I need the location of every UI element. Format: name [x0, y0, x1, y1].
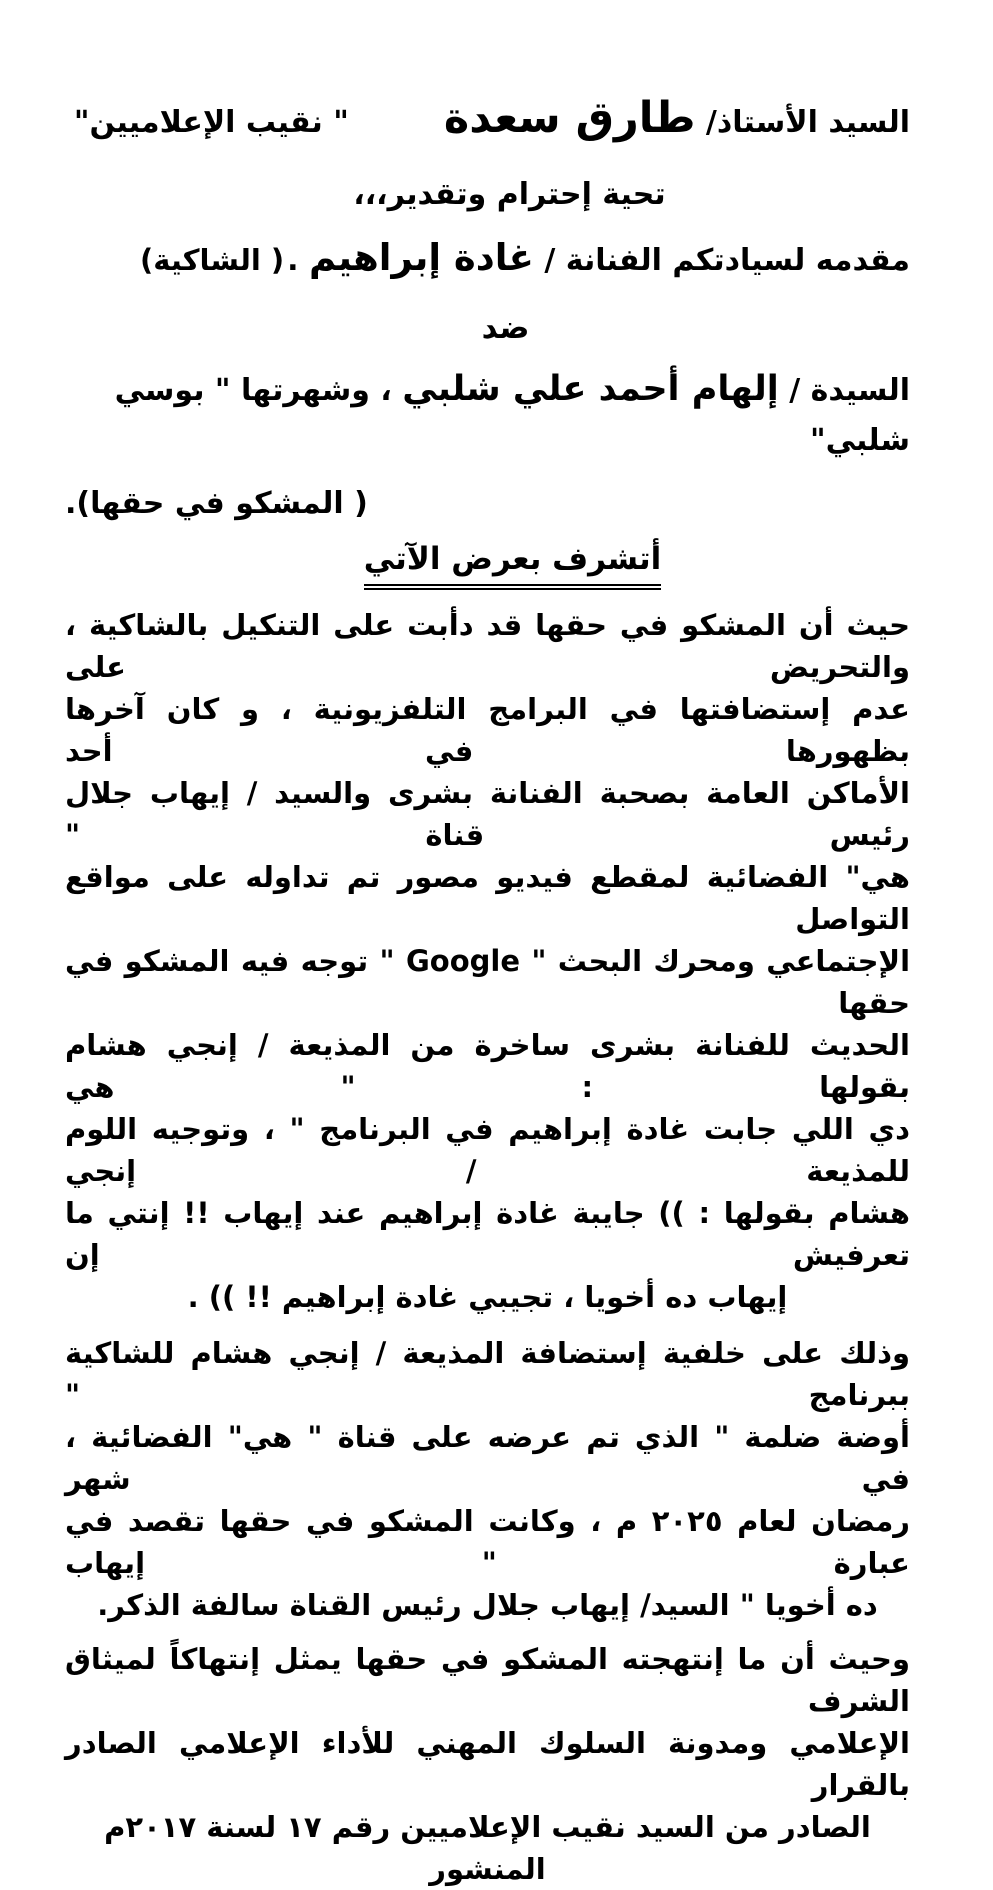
submission-prefix: مقدمه لسيادتكم الفنانة /	[544, 243, 910, 278]
submission-text	[287, 233, 910, 286]
paragraph-line: دي اللي جابت غادة إبراهيم في البرنامج " ، وتوجيه اللوم للمذيعة / إنجي	[65, 1112, 910, 1188]
submission-period: .	[287, 243, 299, 278]
addressee-line	[65, 92, 910, 149]
section-heading	[90, 536, 935, 590]
paragraph-line: وحيث أن ما إنتهجته المشكو في حقها يمثل إنتهاكاً لميثاق الشرف	[65, 1642, 910, 1718]
paragraph-2	[65, 1332, 910, 1626]
respondent-line	[65, 364, 910, 466]
section-heading-text: أتشرف بعرض الآتي	[364, 536, 662, 590]
paragraph-line: أوضة ضلمة " الذي تم عرضه على قناة " هي" الفضائية ، في شهر	[65, 1420, 910, 1496]
paragraph-line: وذلك على خلفية إستضافة المذيعة / إنجي هشام للشاكية ببرنامج "	[65, 1336, 910, 1412]
paragraph-line: الأماكن العامة بصحبة الفنانة بشرى والسيد / إيهاب جلال رئيس قناة "	[65, 776, 910, 852]
paragraph-line: الصادر من السيد نقيب الإعلاميين رقم ١٧ لسنة ٢٠١٧م المنشور	[104, 1810, 871, 1886]
respondent-alias: ، وشهرتها " بوسي شلبي"	[114, 373, 910, 458]
respondent-prefix: السيدة /	[789, 373, 910, 408]
complainant-name: غادة إبراهيم	[309, 236, 534, 279]
paragraph-line: ده أخويا " السيد/ إيهاب جلال رئيس القناة سالفة الذكر.	[97, 1588, 878, 1622]
addressee-name: طارق سعدة	[443, 93, 696, 143]
paragraph-line: الإجتماعي ومحرك البحث " Google " توجه فيه المشكو في حقها	[65, 944, 911, 1020]
addressee-prefix: السيد الأستاذ/	[705, 105, 910, 140]
respondent-role-label: ( المشكو في حقها).	[65, 486, 368, 521]
paragraph-line: إيهاب ده أخويا ، تجيبي غادة إبراهيم !! )) .	[187, 1280, 788, 1314]
versus-label: ضد	[481, 310, 530, 346]
complainant-role-label: ( الشاكية)	[140, 243, 285, 277]
respondent-name: إلهام أحمد علي شلبي	[402, 369, 779, 409]
addressee-title: " نقيب الإعلاميين"	[73, 105, 349, 140]
paragraph-line: رمضان لعام ٢٠٢٥ م ، وكانت المشكو في حقها تقصد في عبارة " إيهاب	[65, 1504, 910, 1580]
paragraph-line: الإعلامي ومدونة السلوك المهني للأداء الإعلامي الصادر بالقرار	[65, 1726, 910, 1802]
paragraph-3	[65, 1638, 910, 1890]
greeting-line: تحية إحترام وتقدير،،،	[353, 177, 666, 212]
paragraph-line: هشام بقولها : )) جايبة غادة إبراهيم عند إيهاب !! إنتي ما تعرفيش إن	[65, 1196, 910, 1272]
paragraph-line: حيث أن المشكو في حقها قد دأبت على التنكيل بالشاكية ، والتحريض على	[65, 608, 910, 684]
paragraph-line: الحديث للفنانة بشرى ساخرة من المذيعة / إنجي هشام بقولها : " هي	[65, 1028, 910, 1104]
paragraph-line: هي" الفضائية لمقطع فيديو مصور تم تداوله على مواقع التواصل	[65, 860, 910, 936]
paragraph-1	[65, 604, 910, 1318]
submission-line	[65, 233, 910, 286]
paragraph-line: عدم إستضافتها في البرامج التلفزيونية ، و كان آخرها بظهورها في أحد	[65, 692, 910, 768]
